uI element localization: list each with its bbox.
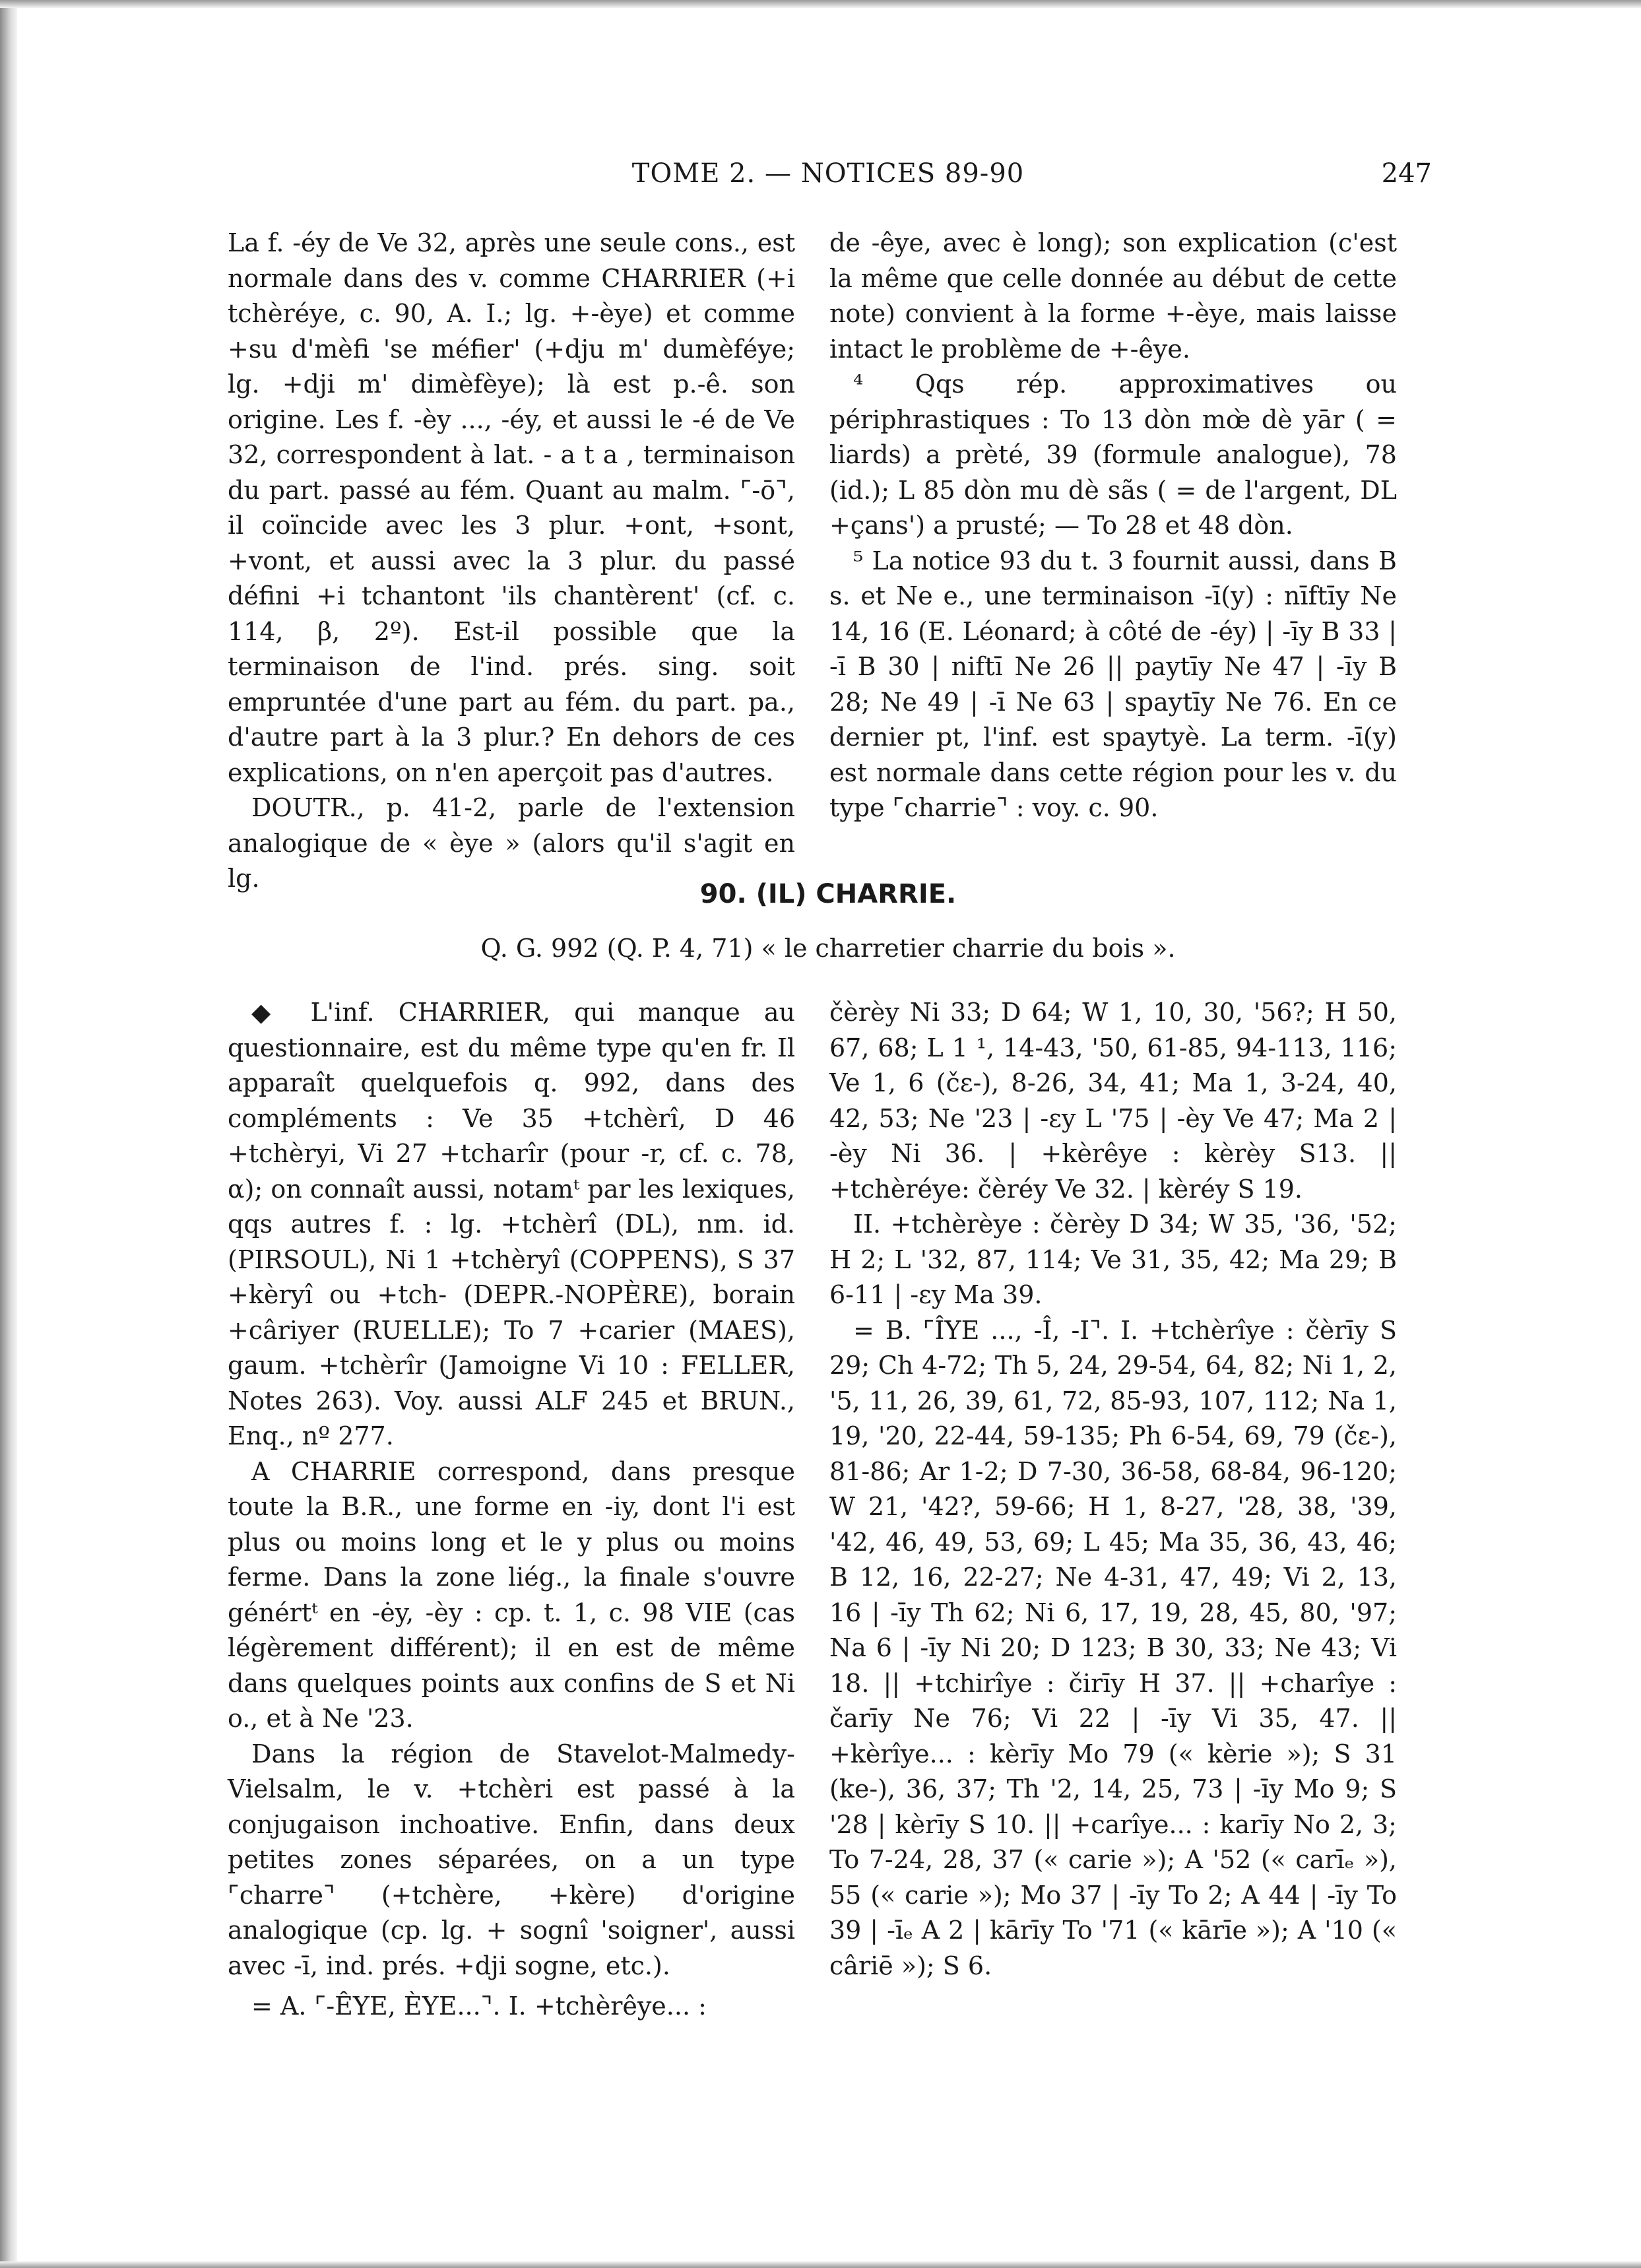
running-header [224,158,1432,205]
paragraph: La f. -éy de Ve 32, après une seule cons., est normale dans des v. comme CHARRIER (+i tchèréye, c. 90, A. I.; lg. +-èye) et comme +su d'mèfi 'se méfier' (+dju m' dumèféye; lg. +dji m' dimèfèye); là est p.-ê. son origine. Les f. -èy ..., -éy, et aussi le -é de Ve 32, correspondent à lat. - a t a , terminaison du part. passé au fém. Quant au malm. ⌜-ō⌝, il coïncide avec les 3 plur. +ont, +sont, +vont, et aussi avec la 3 plur. du passé défini +i tchantont 'ils chantèrent' (cf. c. 114, β, 2º). Est-il possible que la terminaison de l'ind. prés. sing. soit empruntée d'une part au fém. du part. pa., d'autre part à la 3 plur.? En dehors de ces explications, on n'en aperçoit pas d'autres. [228,228,795,787]
page-edge-bottom [0,2261,1641,2268]
column-bottom-right [829,995,1397,1984]
column-bottom-left [228,995,795,2025]
paragraph: Dans la région de Stavelot-Malmedy-Vielsalm, le v. +tchèri est passé à la conjugaison inchoative. Enfin, dans deux petites zones séparées, on a un type ⌜charre⌝ (+tchère, +kère) d'origine analogique (cp. lg. + sognî 'soigner', aussi avec -ī, ind. prés. +dji sogne, etc.). [228,1739,795,1980]
paragraph: ◆ L'inf. CHARRIER, qui manque au questionnaire, est du même type qu'en fr. Il apparaît quelquefois q. 992, dans des compléments : Ve 35 +tchèrî, D 46 +tchèryi, Vi 27 +tcharîr (pour -r, cf. c. 78, α); on connaît aussi, notamᵗ par les lexiques, qqs autres f. : lg. +tchèrî (DL), nm. id. (PIRSOUL), Ni 1 +tchèryî (COPPENS), S 37 +kèryî ou +tch- (DEPR.-NOPÈRE), borain +câriyer (RUELLE); To 7 +carier (MAES), gaum. +tchèrîr (Jamoigne Vi 10 : FELLER, Notes 263). Voy. aussi ALF 245 et BRUN., Enq., nº 277. [228,998,795,1450]
section-title: 90. (IL) CHARRIE. [699,879,957,909]
paragraph: de -êye, avec è long); son explication (c'est la même que celle donnée au début de cette note) convient à la forme +-èye, mais laisse intact le problème de +-êye. [829,228,1397,364]
page-edge-top [0,0,1641,8]
page-number: 247 [1381,158,1432,189]
paragraph: = B. ⌜ÎYE ..., -Î, -I⌝. I. +tchèrîye : čèrīy S 29; Ch 4-72; Th 5, 24, 29-54, 64, 82; Ni 1, 2, '5, 11, 26, 39, 61, 72, 85-93, 107, 112; Na 1, 19, '20, 22-44, 59-135; Ph 6-54, 69, 79 (čɛ-), 81-86; Ar 1-2; D 7-30, 36-58, 68-84, 96-120; W 21, '42?, 59-66; H 1, 8-27, '28, 38, '39, '42, 46, 49, 53, 69; L 45; Ma 35, 36, 43, 46; B 12, 16, 22-27; Ne 4-31, 47, 49; Vi 2, 13, 16 | -īy Th 62; Ni 6, 17, 19, 28, 45, 80, '97; Na 6 | -īy Ni 20; D 123; B 30, 33; Ne 43; Vi 18. || +tchirîye : čirīy H 37. || +charîye : čarīy Ne 76; Vi 22 | -īy Vi 35, 47. || +kèrîye... : kèrīy Mo 79 (« kèrie »); S 31 (ke-), 36, 37; Th '2, 14, 25, 73 | -īy Mo 9; S '28 | kèrīy S 10. || +carîye... : karīy No 2, 3; To 7-24, 28, 37 (« carie »); A '52 (« carīₑ »), 55 (« carie »); Mo 37 | -īy To 2; A 44 | -īy To 39 | -īₑ A 2 | kārīy To '71 (« kārīe »); A '10 (« câriē »); S 6. [829,1315,1397,1980]
paragraph: A CHARRIE correspond, dans presque toute la B.R., une forme en -iy, dont l'i est plus ou moins long et le y plus ou moins ferme. Dans la zone liég., la finale s'ouvre génértᵗ en -ėy, -èy : cp. t. 1, c. 98 VIE (cas légèrement différent); il en est de même dans quelques points aux confins de S et Ni o., et à Ne '23. [228,1456,795,1733]
column-top-right [829,226,1397,826]
paragraph: II. +tchèrèye : čèrèy D 34; W 35, '36, '52; H 2; L '32, 87, 114; Ve 31, 35, 42; Ma 29; B 6-11 | -ɛy Ma 39. [829,1210,1397,1309]
column-top-left [228,226,795,897]
section-question: Q. G. 992 (Q. P. 4, 71) « le charretier charrie du bois ». [480,934,1176,963]
footnote-5: ⁵ La notice 93 du t. 3 fournit aussi, dans B s. et Ne e., une terminaison -ī(y) : nīftīy Ne 14, 16 (E. Léonard; à côté de -éy) | -īy B 33 | -ī B 30 | niftī Ne 26 || paytīy Ne 47 | -īy B 28; Ne 49 | -ī Ne 63 | spaytīy Ne 76. En ce dernier pt, l'inf. est spaytyè. La term. -ī(y) est normale dans cette région pour les v. du type ⌜charrie⌝ : voy. c. 90. [829,546,1397,822]
page-edge-left [0,0,17,2268]
header-title: TOME 2. — NOTICES 89-90 [631,158,1025,189]
footnote-4: ⁴ Qqs rép. approximatives ou périphrastiques : To 13 dòn mœ̀ dè yār ( = liards) a prèté, 39 (formule analogue), 78 (id.); L 85 dòn mu dè sãs ( = de l'argent, DL +çans') a prusté; — To 28 et 48 dòn. [829,370,1397,540]
paragraph: čèrèy Ni 33; D 64; W 1, 10, 30, '56?; H 50, 67, 68; L 1 ¹, 14-43, '50, 61-85, 94-113, 116; Ve 1, 6 (čɛ-), 8-26, 34, 41; Ma 1, 3-24, 40, 42, 53; Ne '23 | -ɛy L '75 | -èy Ve 47; Ma 2 | -èy Ni 36. | +kèrêye : kèrèy S13. || +tchèréye: čèréy Ve 32. | kèréy S 19. [829,998,1397,1204]
paragraph: DOUTR., p. 41-2, parle de l'extension analogique de « èye » (alors qu'il s'agit en lg. [228,793,795,893]
paragraph: = A. ⌜-ÊYE, ÈYE...⌝. I. +tchèrêye... : [251,1992,707,2021]
spacer [228,1984,795,1989]
